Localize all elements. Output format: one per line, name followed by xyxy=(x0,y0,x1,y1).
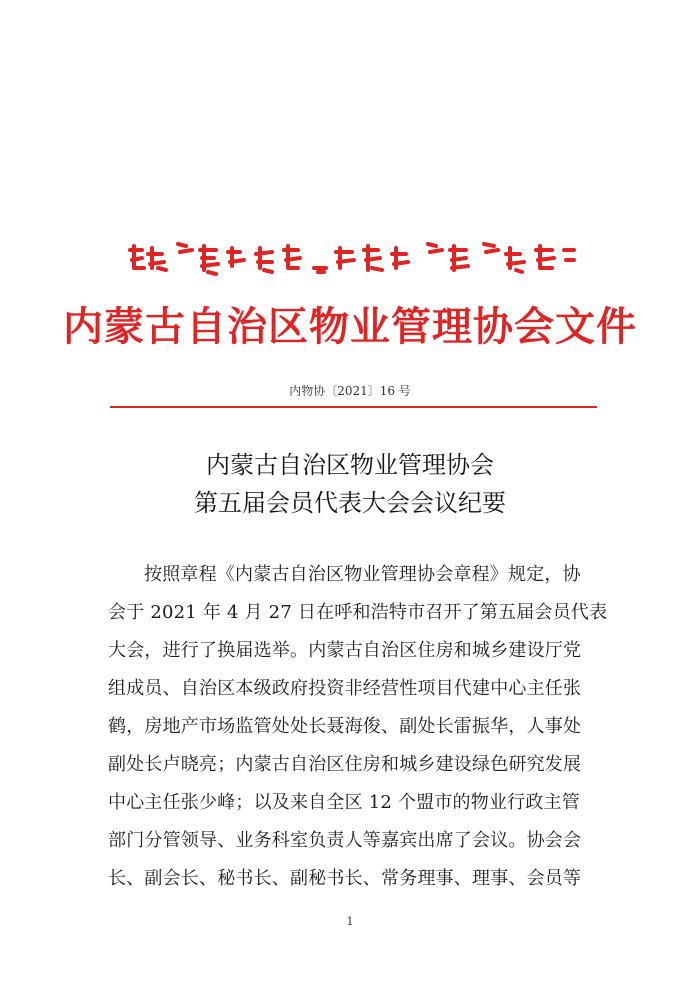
issuing-org-header: 内蒙古自治区物业管理协会文件 xyxy=(63,303,637,350)
document-number: 内物协〔2021〕16 号 xyxy=(289,384,411,398)
body-line: 副处长卢晓亮；内蒙古自治区住房和城乡建设绿色研究发展 xyxy=(108,754,582,775)
body-line: 中心主任张少峰；以及来自全区 12 个盟市的物业行政主管 xyxy=(108,792,580,813)
body-line: 鹤，房地产市场监管处处长聂海俊、副处长雷振华，人事处 xyxy=(108,716,582,737)
body-line: 会于 2021 年 4 月 27 日在呼和浩特市召开了第五届会员代表 xyxy=(108,602,608,623)
mongolian-script-graphic xyxy=(128,238,576,278)
page-number: 1 xyxy=(346,915,354,928)
body-line: 按照章程《内蒙古自治区物业管理协会章程》规定，协 xyxy=(144,564,581,585)
body-paragraph xyxy=(108,556,608,898)
body-line: 部门分管领导、业务科室负责人等嘉宾出席了会议。协会会 xyxy=(108,830,582,851)
red-divider xyxy=(110,406,597,408)
body-line: 组成员、自治区本级政府投资非经营性项目代建中心主任张 xyxy=(108,678,582,699)
document-title-line-2: 第五届会员代表大会会议纪要 xyxy=(194,489,506,517)
document-title-line-1: 内蒙古自治区物业管理协会 xyxy=(206,451,494,479)
body-line: 长、副会长、秘书长、副秘书长、常务理事、理事、会员等 xyxy=(108,868,582,889)
mongolian-org-name xyxy=(128,238,576,278)
body-line: 大会，进行了换届选举。内蒙古自治区住房和城乡建设厅党 xyxy=(108,640,582,661)
